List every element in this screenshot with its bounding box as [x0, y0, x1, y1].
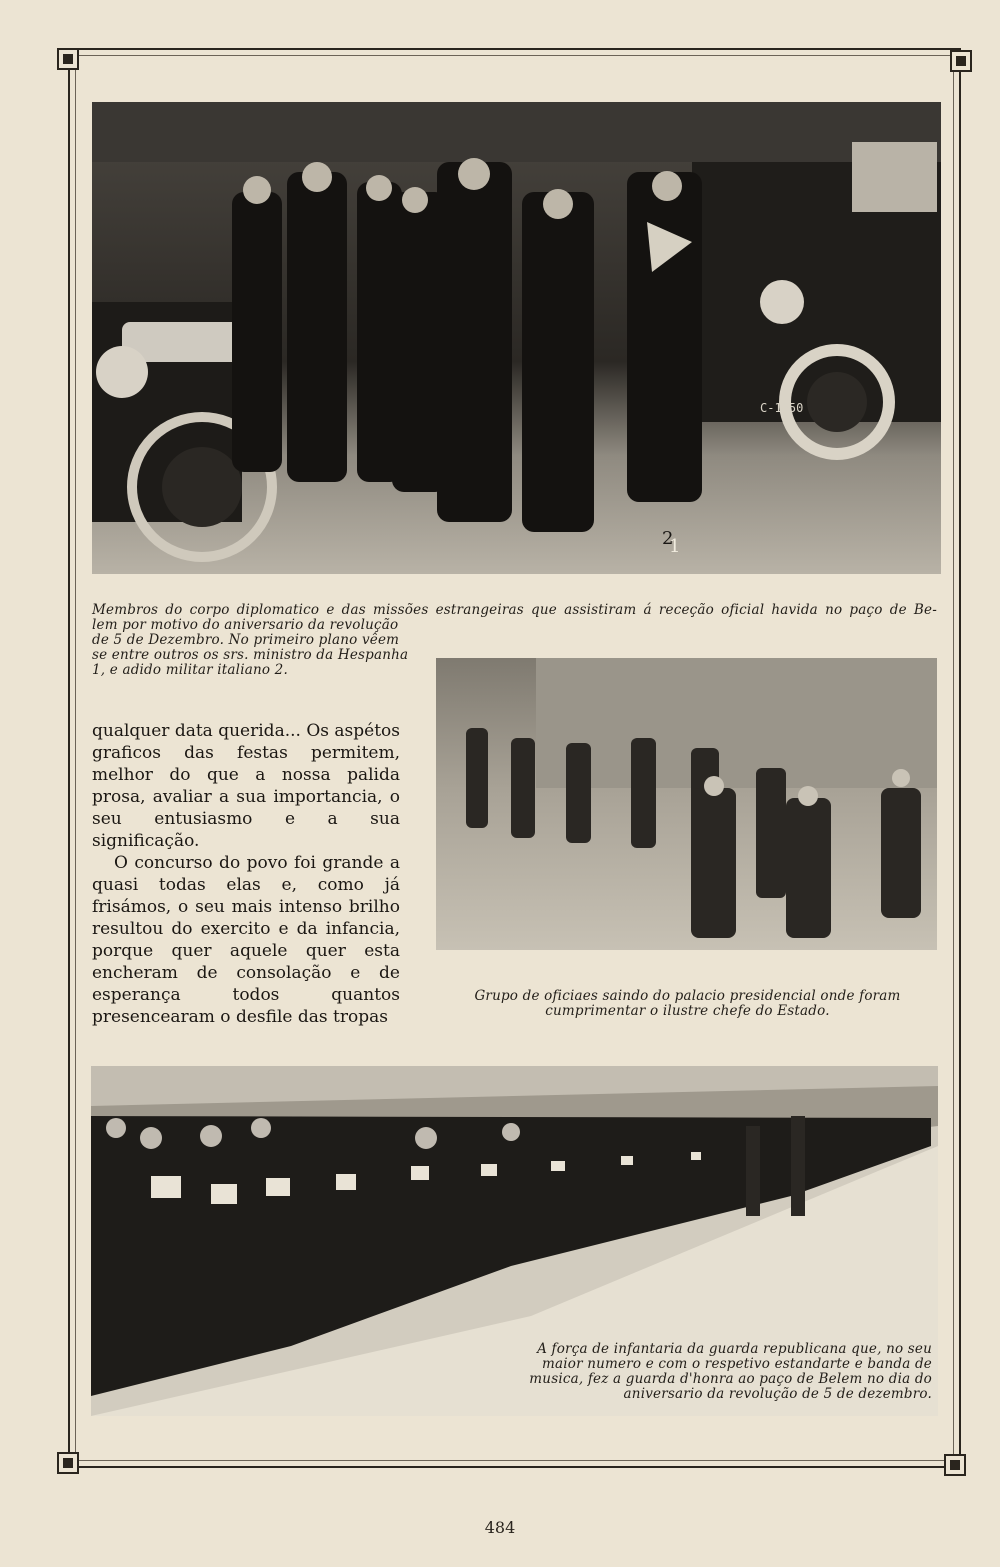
- caption-infantry: A força de infantaria da guarda republicana que, no seu maior numero e com o respetivo estandarte e banda de musica, fez a guarda d'honra ao paço de Belem no dia do aniversario da revolução de 5 de dezembro.: [529, 1341, 932, 1402]
- article-paragraph-2: O concurso do povo foi grande a quasi todas elas e, como já frisámos, o seu mais intenso brilho resultou do exercito e da infancia, porque quer aquele quer esta encheram de consolação e de esperança todos quantos presencearam o desfile das tropas: [92, 853, 400, 1027]
- page-number: 484: [484, 1518, 516, 1537]
- caption-officers: Grupo de oficiaes saindo do palacio presidencial onde foram cumprimentar o ilustre chefe do Estado.: [474, 988, 901, 1019]
- caption-diplomats-rest: lem por motivo do aniversario da revolução de 5 de Dezembro. No primeiro plano vêem se entre outros os srs. ministro da Hespanha 1, e adido militar italiano 2.: [92, 617, 409, 678]
- photo-officers: [436, 658, 937, 950]
- article-paragraph-1: qualquer data querida... Os aspétos graficos das festas permitem, melhor do que a nossa palida prosa, avaliar a sua importancia, o seu entusiasmo e a sua significação.: [92, 721, 400, 851]
- marker-1: 1: [669, 536, 681, 557]
- license-plate: C-1850: [760, 401, 804, 415]
- photo-diplomats: [92, 102, 941, 574]
- corner-ornament-top-left: [57, 48, 79, 70]
- article-text: [92, 720, 400, 1028]
- caption-diplomats-line1: Membros do corpo diplomatico e das missões estrangeiras que assistiram á receção oficial havida no paço de Be-: [92, 602, 937, 618]
- corner-ornament-bottom-right: [944, 1454, 966, 1476]
- marker-2: 2: [662, 528, 674, 549]
- corner-ornament-bottom-left: [57, 1452, 79, 1474]
- corner-ornament-top-right: [950, 50, 972, 72]
